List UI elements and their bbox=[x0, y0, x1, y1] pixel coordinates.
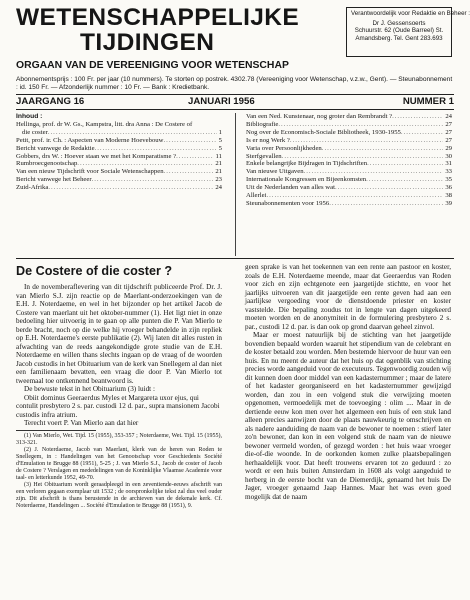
toc-entry bbox=[246, 168, 452, 176]
article-paragraph: Maar er moest natuurlijk bij de stichting van het jaargetijde bovendien bepaald worden waaruit het stipendium van de celebrant en de koster betaald zou worden. Men bestemde hiervoor de huur van een huis. En nu meent de auteur dat het huis op dat ogenblik van stichting precies worde aangeduid voor de executeurs. Tegenwoordig zouden wij dit kunnen doen door middel van een kadasternummer ; maar de latere of het kadaster georganiseerd en het kadasternummer gewijzigd worden, dan zou in een volgend stuk die verwijzing moeten opgenomen, vermoedelijk met de toevoeging : olim .... Maar in de dertiende eeuw kon men over het algemeen een huis of een stuk land alleen precies aanwijzen door de plaats nauwkeurig te omschrijven en als nadere aanduiding de naam van de bewoner te noemen : stierf later zo'n bewoner, dan kon in een volgend stuk de naam van de nieuwe bewoner vermeld worden, of gezegd worden : het huis waar vroeger die-of-die woonde. In de oorkonden komen zulke plaatsbepalingen herhaaldelijk voor. Dat heeft trouwens ervaren tot zo geduurd : zo wordt er een huis buiten Amsterdam in 1608 als volgt aangeduid te herberg in de eerste bocht van de Diemerdijk, genaamd het huis De Jager, vroeger genaamd Jaap Hannes. Maar het was even goed mogelijk dat de naam bbox=[245, 331, 451, 501]
toc-entry bbox=[246, 176, 452, 184]
toc-entry-title: Is er nog Werk ? bbox=[246, 136, 290, 144]
toc-leader-dots bbox=[278, 121, 443, 129]
toc-entry-title: Bericht vanwege het Beheer bbox=[16, 176, 92, 184]
editor-box bbox=[346, 7, 470, 57]
toc-entry-title: Zuid-Afrika bbox=[16, 184, 49, 192]
toc-entry bbox=[246, 200, 452, 208]
toc-entry-page: 24 bbox=[445, 113, 452, 120]
toc-entry-title: Nog over de Economisch-Sociale Bibliotheek, 1930-1955 bbox=[246, 128, 401, 136]
toc-entry-title: Sterfgevallen bbox=[246, 152, 282, 160]
toc-divider bbox=[235, 113, 236, 256]
toc-leader-dots bbox=[366, 176, 443, 184]
toc-leader-dots bbox=[48, 129, 217, 137]
toc-entry-page: 21 bbox=[215, 160, 222, 168]
masthead-rule-bottom bbox=[16, 109, 454, 110]
toc-entry bbox=[246, 192, 452, 200]
toc-entry-page: 1 bbox=[218, 128, 222, 136]
toc-entry-title: Uit de Nederlanden van alles wat bbox=[246, 184, 335, 192]
toc-entry bbox=[16, 168, 222, 176]
toc-entry bbox=[246, 160, 452, 168]
toc-entry-page: 27 bbox=[445, 136, 452, 144]
toc-entry-title: Hellinga, prof. dr W. Gs., Kampstra, litt. dra Anna : De Costere of bbox=[16, 120, 193, 128]
editor-address: Schuurstr. 62 (Oude Barreel) St. Amandsberg. Tel. Gent 283.693 bbox=[354, 27, 444, 42]
toc-entry-title: Steunabonnementen voor 1956 bbox=[246, 199, 330, 207]
article-paragraph: De bewuste tekst in het Obituarium (3) luidt : bbox=[24, 385, 155, 393]
toc-entry-page: 29 bbox=[445, 144, 452, 152]
toc-entry bbox=[246, 145, 452, 153]
toc-entry-page: 39 bbox=[445, 199, 452, 207]
issue-row bbox=[16, 96, 454, 108]
toc-entry-title: Van een nieuw Tijdschrift voor Sociale Wetenschappen bbox=[16, 168, 164, 176]
toc-entry-page: 35 bbox=[445, 176, 452, 184]
toc-leader-dots bbox=[335, 184, 443, 192]
article-paragraph: Obiit dominus Geeraerdus Myles et Margareta uxor ejus, qui contulit presbytero 2 s. par. custodi 12 d. par., supra mansionem Jacobi custodis infra atrium. bbox=[16, 393, 220, 419]
article-paragraph: geen sprake is van het toekennen van een rente aan pastoor en koster, zoals de E.H. Noterdaeme meende, maar dat Geeraerdus van Roden voor zich en zijn echtgenote een jaargetijde stichtte, en voor het jaarlijks uitvoeren van dit jaargetijde een rente geven had aan een jaarlijkse vergoeding voor de dienstdoende priester en koster vaststelde. Die bepaling zoudus tot in lengte van dagen uitgekeerd moeten worden en de anonymiteit in de formulering presbytero 2 s. par., custodi 12 d. par. is dan ook op grond daarvan geheel zinvol. bbox=[245, 263, 451, 331]
toc-entry-page: 11 bbox=[215, 152, 222, 160]
issue-date: JANUARI 1956 bbox=[188, 96, 255, 107]
toc-entry-title: Varia over Persoonlijkheden bbox=[246, 144, 322, 152]
toc-entry bbox=[246, 184, 452, 192]
toc-leader-dots bbox=[304, 168, 444, 176]
toc-leader-dots bbox=[48, 184, 213, 192]
toc-entry bbox=[246, 129, 452, 137]
toc-entry-title: Van nieuwe Uitgaven bbox=[246, 168, 304, 176]
editor-box-heading: Verantwoordelijk voor Redaktie en Beheer : bbox=[351, 10, 470, 17]
toc-leader-dots bbox=[176, 153, 213, 161]
toc-entry-title: Internationale Kongressen en Bijeenkomsten bbox=[246, 176, 367, 184]
toc-entry bbox=[16, 121, 222, 129]
toc-entry-page: 33 bbox=[445, 168, 452, 176]
editor-name: Dr J. Gessensoerts bbox=[372, 19, 426, 27]
toc-entry bbox=[16, 153, 222, 161]
toc-entry bbox=[246, 137, 452, 145]
journal-subtitle: ORGAAN VAN DE VEREENIGING VOOR WETENSCHAP bbox=[16, 60, 289, 71]
toc-entry-title: Van een Ned. Kunstenaar, nog groter dan Rembrandt ? bbox=[246, 113, 393, 120]
toc-entry bbox=[246, 153, 452, 161]
toc-leader-dots bbox=[164, 168, 214, 176]
journal-title-line-2: TIJDINGEN bbox=[80, 29, 215, 56]
article-column-right bbox=[245, 263, 451, 501]
toc-leader-dots bbox=[392, 113, 443, 121]
issue-number: NUMMER 1 bbox=[402, 96, 454, 107]
footnote: (2) J. Noterdaeme, Jacob van Maerlant, klerk van de heren van Roden te Snellegem, in : Handelingen van het Genootschap voor Geschiedenis Société d'Emulation te Brugge 88 (1951), 5-25 ; J. van Mierlo S.J., Jacob de coster of Jacob de Costere ? Verslagen en mededelingen van de Koninklijke Vlaamse Academie voor taal- en letterkunde 1952, 49-70. bbox=[16, 446, 222, 481]
article-title: De Costere of die coster ? bbox=[16, 264, 173, 278]
toc-leader-dots bbox=[95, 145, 217, 153]
toc-leader-dots bbox=[77, 160, 213, 168]
toc-leader-dots bbox=[401, 129, 443, 137]
toc-entry-page: 24 bbox=[215, 184, 222, 192]
toc-entry bbox=[16, 129, 222, 137]
toc-entry-title: Bibliografie bbox=[246, 120, 279, 128]
toc-entry-title: Bericht vanwege de Redaktie bbox=[16, 144, 95, 152]
toc-entry-page: 23 bbox=[215, 176, 222, 184]
toc-leader-dots bbox=[282, 153, 444, 161]
toc-leader-dots bbox=[329, 200, 443, 208]
article-paragraph: In de novemberaflevering van dit tijdschrift publiceerde Prof. Dr. J. van Mierlo S.J. zijn reactie op de Maerlant-onderzoekingen van de E.H. J. Noterdaeme, en wel in het bijzonder op het artikel Jacob de Costere van maerlant uit het oktober-nummer (1). Het ligt niet in onze bedoeling hier uitvoerig in te gaan op alle punten die P. Van Mierlo te berde bracht, noch op die welke hij vroeger behandelde in zijn repliek op E.H. Noterdaeme's eerste publikatie (2). Wij laten dit alles rusten in afwachting van de reeds aangekondigde grote studie van de E.H. Noterdaeme en willen thans slechts ingaan op de vraag of de woorden Jacob custodis in het Obituarium van de kerk van Snellegem al dan niet een familienaam bevatten, een vraag die door P. Van Mierlo tot tweemaal toe ontkennend beantwoord is. bbox=[16, 283, 222, 385]
toc-entry-title: Gobbers, drs W. : Hoever staan we met het Komparatisme ? bbox=[16, 152, 177, 160]
toc-entry bbox=[246, 121, 452, 129]
toc-entry bbox=[16, 137, 222, 145]
toc-heading: Inhoud : bbox=[16, 113, 43, 120]
toc-leader-dots bbox=[92, 176, 214, 184]
footnote: (3) Het Obituarium wordt geraadpleegd in een zeventiende-eeuws afschrift van een verloren gegaan exemplaar uit 1532 ; de oorspronkelijke tekst zal dus veel ouder zijn. Dit afschrift is thans berustende in de archieven van de dekenale kerk. Cf. Noterdaeme, Handelingen ... Société d'Emulation te Brugge 88 (1951), 9. bbox=[16, 481, 222, 509]
journal-title bbox=[16, 5, 316, 55]
toc-leader-dots bbox=[290, 137, 443, 145]
footnote-rule bbox=[16, 430, 96, 431]
toc-entry bbox=[246, 113, 452, 121]
toc-entry-page: 27 bbox=[445, 120, 452, 128]
toc-entry-title: Enkele belangrijke Bijdragen in Tijdschriften bbox=[246, 160, 368, 168]
toc-entry bbox=[16, 176, 222, 184]
toc-entry-page: 5 bbox=[218, 144, 222, 152]
toc-entry-title: die coster bbox=[22, 128, 48, 136]
article-paragraph: Terecht voert P. Van Mierlo aan dat hier bbox=[24, 419, 139, 427]
footnote: (1) Van Mierlo, Wet. Tijd. 15 (1955), 353-357 ; Noterdaeme, Wet. Tijd. 15 (1955), 313-321. bbox=[16, 432, 222, 446]
toc-entry-page: 21 bbox=[215, 168, 222, 176]
toc-entry bbox=[16, 145, 222, 153]
toc-leader-dots bbox=[266, 192, 443, 200]
toc-left bbox=[16, 113, 222, 192]
toc-leader-dots bbox=[163, 137, 216, 145]
toc-entry-title: Rumbroecgenootschap bbox=[16, 160, 78, 168]
issue-volume: JAARGANG 16 bbox=[16, 96, 85, 107]
toc-bottom-rule bbox=[16, 258, 454, 259]
toc-entry-title: Allerlei bbox=[246, 192, 267, 200]
toc-entry-title: Petit, prof. ir. Ch. : Aspecten van Moderne Hoevebouw bbox=[16, 136, 164, 144]
toc-right bbox=[246, 113, 452, 208]
toc-entry-page: 5 bbox=[218, 136, 222, 144]
toc-leader-dots bbox=[322, 145, 444, 153]
toc-entry-page: 31 bbox=[445, 160, 452, 168]
toc-entry-page: 36 bbox=[445, 184, 452, 192]
toc-entry bbox=[16, 184, 222, 192]
article-column-left bbox=[16, 283, 222, 510]
masthead-rule-top bbox=[16, 94, 454, 95]
toc-entry-page: 38 bbox=[445, 192, 452, 200]
toc-entry-page: 30 bbox=[445, 152, 452, 160]
journal-title-line-1: WETENSCHAPPELIJKE bbox=[16, 4, 300, 31]
toc-leader-dots bbox=[367, 160, 443, 168]
subscription-info: Abonnementsprijs : 100 Fr. per jaar (10 nummers). Te storten op postrek. 4302.78 (Vereeniging voor Wetenschap, v.z.w., Gent). — Steunabonnement : id. 150 Fr. — Afzonderlijk nummer : 10 Fr. — Bank : Kredietbank. bbox=[16, 76, 453, 92]
toc-entry-page: 27 bbox=[445, 128, 452, 136]
toc-entry bbox=[16, 160, 222, 168]
